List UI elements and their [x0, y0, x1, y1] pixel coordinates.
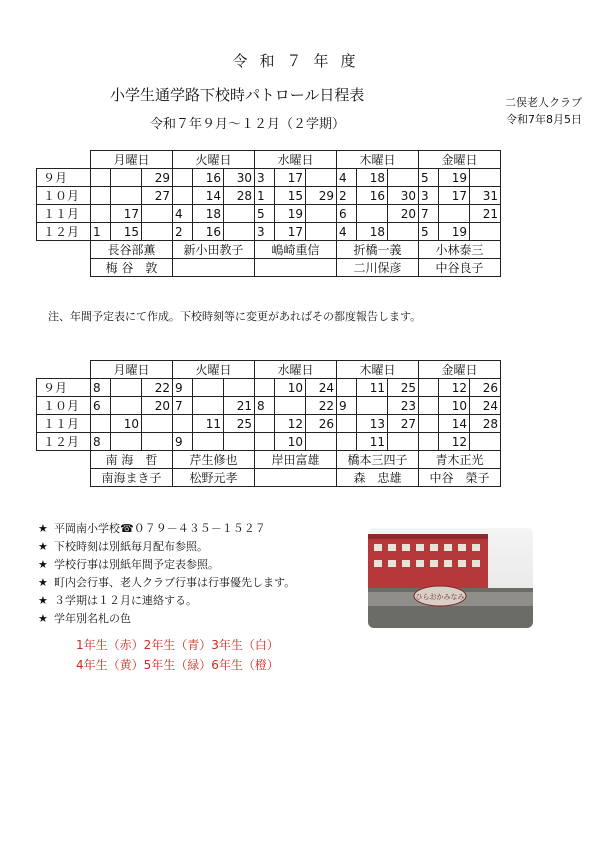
- list-item: [38, 592, 295, 610]
- date-cell: 12: [275, 415, 306, 433]
- date-cell: 1: [255, 187, 275, 205]
- volunteer-name: [173, 259, 255, 277]
- club-name: 二俣老人クラブ: [505, 96, 582, 109]
- star-icon: ★: [38, 558, 48, 571]
- date-cell: 5: [419, 223, 439, 241]
- volunteer-name: 橋本三四子: [337, 451, 419, 469]
- grade-colors-line-1: 1年生（赤）2年生（青）3年生（白）: [76, 638, 279, 652]
- month-label: １２月: [37, 433, 91, 451]
- table-row: [37, 415, 501, 433]
- schedule-table-2: [36, 360, 501, 487]
- date-cell: 10: [111, 415, 142, 433]
- month-label: ９月: [37, 169, 91, 187]
- date-cell: [111, 379, 142, 397]
- date-cell: 19: [439, 223, 470, 241]
- month-label: ９月: [37, 379, 91, 397]
- star-icon: ★: [38, 522, 48, 535]
- note-text: 学校行事は別紙年間予定表参照。: [54, 558, 219, 571]
- date-cell: [306, 223, 337, 241]
- date-cell: 4: [337, 169, 357, 187]
- volunteer-name: [255, 259, 337, 277]
- grade-colors-line-2: 4年生（黄）5年生（緑）6年生（橙）: [76, 658, 279, 672]
- month-label: １２月: [37, 223, 91, 241]
- volunteer-name: 芹生修也: [173, 451, 255, 469]
- date-cell: 4: [173, 205, 193, 223]
- date-cell: [470, 223, 501, 241]
- date-cell: [224, 205, 255, 223]
- date-cell: 20: [142, 397, 173, 415]
- school-phone: 平岡南小学校☎０７９－４３５－１５２７: [54, 522, 266, 535]
- list-item: [38, 610, 295, 628]
- date-cell: 10: [275, 379, 306, 397]
- list-item: [38, 520, 295, 538]
- date-cell: [111, 187, 142, 205]
- list-item: [38, 538, 295, 556]
- date-cell: 15: [275, 187, 306, 205]
- date-cell: [193, 397, 224, 415]
- star-icon: ★: [38, 576, 48, 589]
- date-cell: 4: [337, 223, 357, 241]
- date-cell: [388, 433, 419, 451]
- date-cell: [306, 433, 337, 451]
- volunteer-row-2: [37, 259, 501, 277]
- day-header: 金曜日: [419, 361, 501, 379]
- date-cell: 13: [357, 415, 388, 433]
- volunteer-name: 中谷良子: [419, 259, 501, 277]
- volunteer-name: 南海まき子: [91, 469, 173, 487]
- date-cell: 11: [193, 415, 224, 433]
- date-cell: 28: [470, 415, 501, 433]
- date-cell: [419, 397, 439, 415]
- term-subtitle: 令和７年９月～１２月（２学期）: [150, 117, 346, 132]
- date-cell: [337, 379, 357, 397]
- date-cell: [91, 205, 111, 223]
- volunteer-name: 岸田富雄: [255, 451, 337, 469]
- volunteer-name: 長谷部薫: [91, 241, 173, 259]
- date-cell: [255, 433, 275, 451]
- day-header: 木曜日: [337, 361, 419, 379]
- date-cell: 22: [306, 397, 337, 415]
- table-row: [37, 187, 501, 205]
- date-cell: 16: [357, 187, 388, 205]
- date-cell: 26: [306, 415, 337, 433]
- date-cell: 25: [388, 379, 419, 397]
- table-row: [37, 223, 501, 241]
- volunteer-name: 嶋崎重信: [255, 241, 337, 259]
- date-cell: 12: [439, 433, 470, 451]
- table-row: [37, 379, 501, 397]
- date-cell: 2: [337, 187, 357, 205]
- table-row: [37, 205, 501, 223]
- date-cell: 17: [111, 205, 142, 223]
- date-cell: [357, 205, 388, 223]
- note-text: 町内会行事、老人クラブ行事は行事優先します。: [54, 576, 296, 589]
- day-header: 金曜日: [419, 151, 501, 169]
- volunteer-name: 南 海 哲: [91, 451, 173, 469]
- day-header: 火曜日: [173, 151, 255, 169]
- date-cell: 30: [224, 169, 255, 187]
- date-cell: 5: [255, 205, 275, 223]
- day-header: 月曜日: [91, 151, 173, 169]
- list-item: [38, 574, 295, 592]
- date-cell: 26: [470, 379, 501, 397]
- month-label: １１月: [37, 205, 91, 223]
- date-cell: [337, 415, 357, 433]
- date-cell: 10: [275, 433, 306, 451]
- volunteer-name: 梅 谷 敦: [91, 259, 173, 277]
- volunteer-name: 松野元孝: [173, 469, 255, 487]
- date-cell: 20: [388, 205, 419, 223]
- date-cell: 3: [255, 223, 275, 241]
- date-cell: 9: [173, 433, 193, 451]
- date-cell: [193, 379, 224, 397]
- note-text: 下校時刻は別紙毎月配布参照。: [54, 540, 208, 553]
- day-header: 火曜日: [173, 361, 255, 379]
- date-cell: [357, 397, 388, 415]
- date-cell: [439, 205, 470, 223]
- date-cell: [306, 205, 337, 223]
- date-cell: 18: [193, 205, 224, 223]
- corner-cell: [37, 361, 91, 379]
- table-row: [37, 169, 501, 187]
- date-cell: 16: [193, 169, 224, 187]
- date-cell: [193, 433, 224, 451]
- date-cell: [419, 433, 439, 451]
- date-cell: [275, 397, 306, 415]
- date-cell: [224, 223, 255, 241]
- date-cell: [337, 433, 357, 451]
- date-cell: 21: [470, 205, 501, 223]
- star-icon: ★: [38, 612, 48, 625]
- star-icon: ★: [38, 594, 48, 607]
- club-info: [462, 94, 582, 128]
- day-header-row: [37, 361, 501, 379]
- date-cell: [470, 433, 501, 451]
- schedule-note: 注、年間予定表にて作成。下校時刻等に変更があればその都度報告します。: [48, 310, 422, 323]
- table-row: [37, 433, 501, 451]
- date-cell: [173, 187, 193, 205]
- date-cell: [111, 397, 142, 415]
- volunteer-name: 森 忠雄: [337, 469, 419, 487]
- day-header: 水曜日: [255, 361, 337, 379]
- date-cell: [388, 223, 419, 241]
- fiscal-year-heading: 令和７年度: [232, 52, 368, 70]
- note-text: ３学期は１２月に連絡する。: [54, 594, 197, 607]
- volunteer-name: [255, 469, 337, 487]
- schedule-table-1: [36, 150, 501, 277]
- issue-date: 令和7年8月5日: [506, 113, 582, 126]
- date-cell: 17: [275, 169, 306, 187]
- date-cell: [173, 415, 193, 433]
- date-cell: 11: [357, 379, 388, 397]
- date-cell: 21: [224, 397, 255, 415]
- date-cell: [224, 379, 255, 397]
- date-cell: 15: [111, 223, 142, 241]
- date-cell: 6: [337, 205, 357, 223]
- date-cell: 23: [388, 397, 419, 415]
- date-cell: 2: [173, 223, 193, 241]
- month-label: １０月: [37, 397, 91, 415]
- month-label: １０月: [37, 187, 91, 205]
- date-cell: 27: [142, 187, 173, 205]
- date-cell: [91, 187, 111, 205]
- date-cell: 29: [306, 187, 337, 205]
- date-cell: [142, 433, 173, 451]
- date-cell: [388, 169, 419, 187]
- date-cell: 3: [419, 187, 439, 205]
- date-cell: [173, 169, 193, 187]
- date-cell: 27: [388, 415, 419, 433]
- date-cell: 16: [193, 223, 224, 241]
- date-cell: [91, 169, 111, 187]
- table-row: [37, 397, 501, 415]
- date-cell: 17: [275, 223, 306, 241]
- month-label: １１月: [37, 415, 91, 433]
- date-cell: 3: [255, 169, 275, 187]
- day-header-row: [37, 151, 501, 169]
- date-cell: 18: [357, 223, 388, 241]
- date-cell: 19: [439, 169, 470, 187]
- date-cell: 19: [275, 205, 306, 223]
- date-cell: 7: [173, 397, 193, 415]
- star-icon: ★: [38, 540, 48, 553]
- date-cell: 1: [91, 223, 111, 241]
- page-title: 小学生通学路下校時パトロール日程表: [110, 86, 365, 104]
- date-cell: [111, 433, 142, 451]
- date-cell: 17: [439, 187, 470, 205]
- volunteer-row-1: [37, 241, 501, 259]
- notes-list: [38, 520, 295, 628]
- date-cell: 6: [91, 397, 111, 415]
- date-cell: [111, 169, 142, 187]
- date-cell: 28: [224, 187, 255, 205]
- date-cell: 29: [142, 169, 173, 187]
- date-cell: 7: [419, 205, 439, 223]
- date-cell: [419, 379, 439, 397]
- date-cell: [470, 169, 501, 187]
- school-sign: ひらおかみなみ: [415, 593, 465, 601]
- day-header: 水曜日: [255, 151, 337, 169]
- date-cell: [255, 379, 275, 397]
- school-photo: [368, 528, 533, 628]
- day-header: 月曜日: [91, 361, 173, 379]
- date-cell: 11: [357, 433, 388, 451]
- date-cell: 8: [91, 433, 111, 451]
- date-cell: 30: [388, 187, 419, 205]
- list-item: [38, 556, 295, 574]
- volunteer-name: 折橋一義: [337, 241, 419, 259]
- volunteer-name: 中谷 榮子: [419, 469, 501, 487]
- date-cell: 24: [306, 379, 337, 397]
- date-cell: [142, 205, 173, 223]
- school-building-image: [368, 528, 533, 628]
- date-cell: 14: [193, 187, 224, 205]
- date-cell: 5: [419, 169, 439, 187]
- volunteer-row-2: [37, 469, 501, 487]
- date-cell: [255, 415, 275, 433]
- volunteer-name: 新小田教子: [173, 241, 255, 259]
- date-cell: 18: [357, 169, 388, 187]
- date-cell: [142, 223, 173, 241]
- corner-cell: [37, 151, 91, 169]
- date-cell: 10: [439, 397, 470, 415]
- date-cell: [91, 415, 111, 433]
- date-cell: [306, 169, 337, 187]
- volunteer-name: 二川保彦: [337, 259, 419, 277]
- date-cell: [142, 415, 173, 433]
- date-cell: 8: [255, 397, 275, 415]
- volunteer-name: 小林泰三: [419, 241, 501, 259]
- note-text: 学年別名札の色: [54, 612, 131, 625]
- volunteer-name: 青木正光: [419, 451, 501, 469]
- date-cell: 24: [470, 397, 501, 415]
- date-cell: [419, 415, 439, 433]
- volunteer-row-1: [37, 451, 501, 469]
- date-cell: 25: [224, 415, 255, 433]
- date-cell: 9: [337, 397, 357, 415]
- date-cell: 8: [91, 379, 111, 397]
- date-cell: [224, 433, 255, 451]
- day-header: 木曜日: [337, 151, 419, 169]
- date-cell: 9: [173, 379, 193, 397]
- date-cell: 31: [470, 187, 501, 205]
- date-cell: 14: [439, 415, 470, 433]
- date-cell: 12: [439, 379, 470, 397]
- date-cell: 22: [142, 379, 173, 397]
